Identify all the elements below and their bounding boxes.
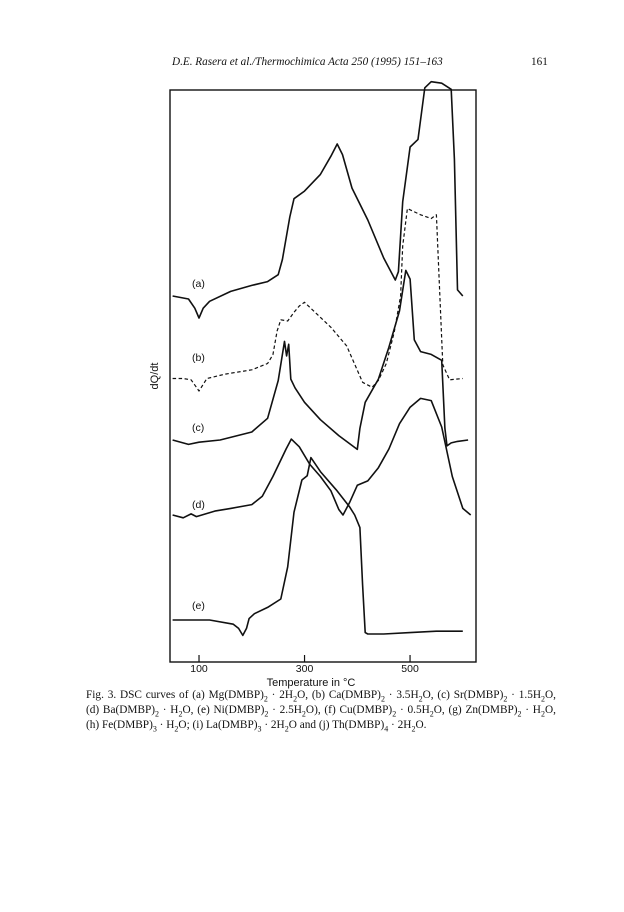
curve-label: (c) [192,422,205,434]
page-number: 161 [531,56,548,68]
curve-labels [192,278,205,612]
caption-subscript: 2 [517,709,522,719]
caption-subscript: 2 [411,724,416,734]
caption-subscript: 4 [384,724,389,734]
caption-subscript: 2 [284,724,289,734]
caption-subscript: 2 [503,694,508,704]
curve-label: (e) [192,600,205,612]
x-axis-label: Temperature in °C [266,677,356,689]
caption-subscript: 2 [301,709,306,719]
caption-subscript: 2 [380,694,385,704]
caption-subscript: 2 [418,694,423,704]
series-line [173,398,471,517]
curve-label: (b) [192,352,205,364]
caption-subscript: 3 [152,724,157,734]
figure-caption: Fig. 3. DSC curves of (a) $Mg(DMBP)_2 \cdot 2H_2O$, (b) $Ca(DMBP)_2 \cdot 3.5H_2O$, (c) $Sr(DMBP)_2 \cdot 1.5H_2O$, (d) $Ba(DMBP)_2 \cdot H_2O$, (e) $Ni(DMBP)_2 \cdot 2.5H_2O$), (f) $Cu(DMBP)_2 \cdot 0.5H_2O$, (g) $Zn(DMBP)_2 \cdot H_2O$, (h) $Fe(DMBP)_3 \cdot H_2O$; (i) $La(DMBP)_3 \cdot 2H_2O$ and (j) $Th(DMBP)_4 \cdot 2H_2O$. [86,689,556,734]
x-tick-label: 300 [295,663,314,675]
caption-subscript: 2 [178,709,183,719]
caption-subscript: 2 [293,694,298,704]
caption-subscript: 2 [541,694,546,704]
caption-subscript: 2 [174,724,179,734]
series-line [173,82,463,318]
caption-subscript: 2 [264,709,269,719]
x-ticks [190,655,419,675]
x-tick-label: 100 [190,663,208,675]
caption-subscript: 2 [263,694,268,704]
caption-subscript: 2 [540,709,545,719]
curves [173,82,471,636]
curve-label: (d) [192,499,205,511]
curve-label: (a) [192,278,205,290]
series-line [173,209,463,392]
caption-subscript: 2 [429,709,434,719]
caption-subscript: 2 [392,709,397,719]
series-line [173,458,463,636]
caption-subscript: 2 [155,709,160,719]
caption-subscript: 3 [257,724,262,734]
x-tick-label: 500 [401,663,419,675]
y-axis-label: dQ/dt [149,362,161,390]
journal-citation: D.E. Rasera et al./Thermochimica Acta 250 (1995) 151–163 [172,56,443,68]
